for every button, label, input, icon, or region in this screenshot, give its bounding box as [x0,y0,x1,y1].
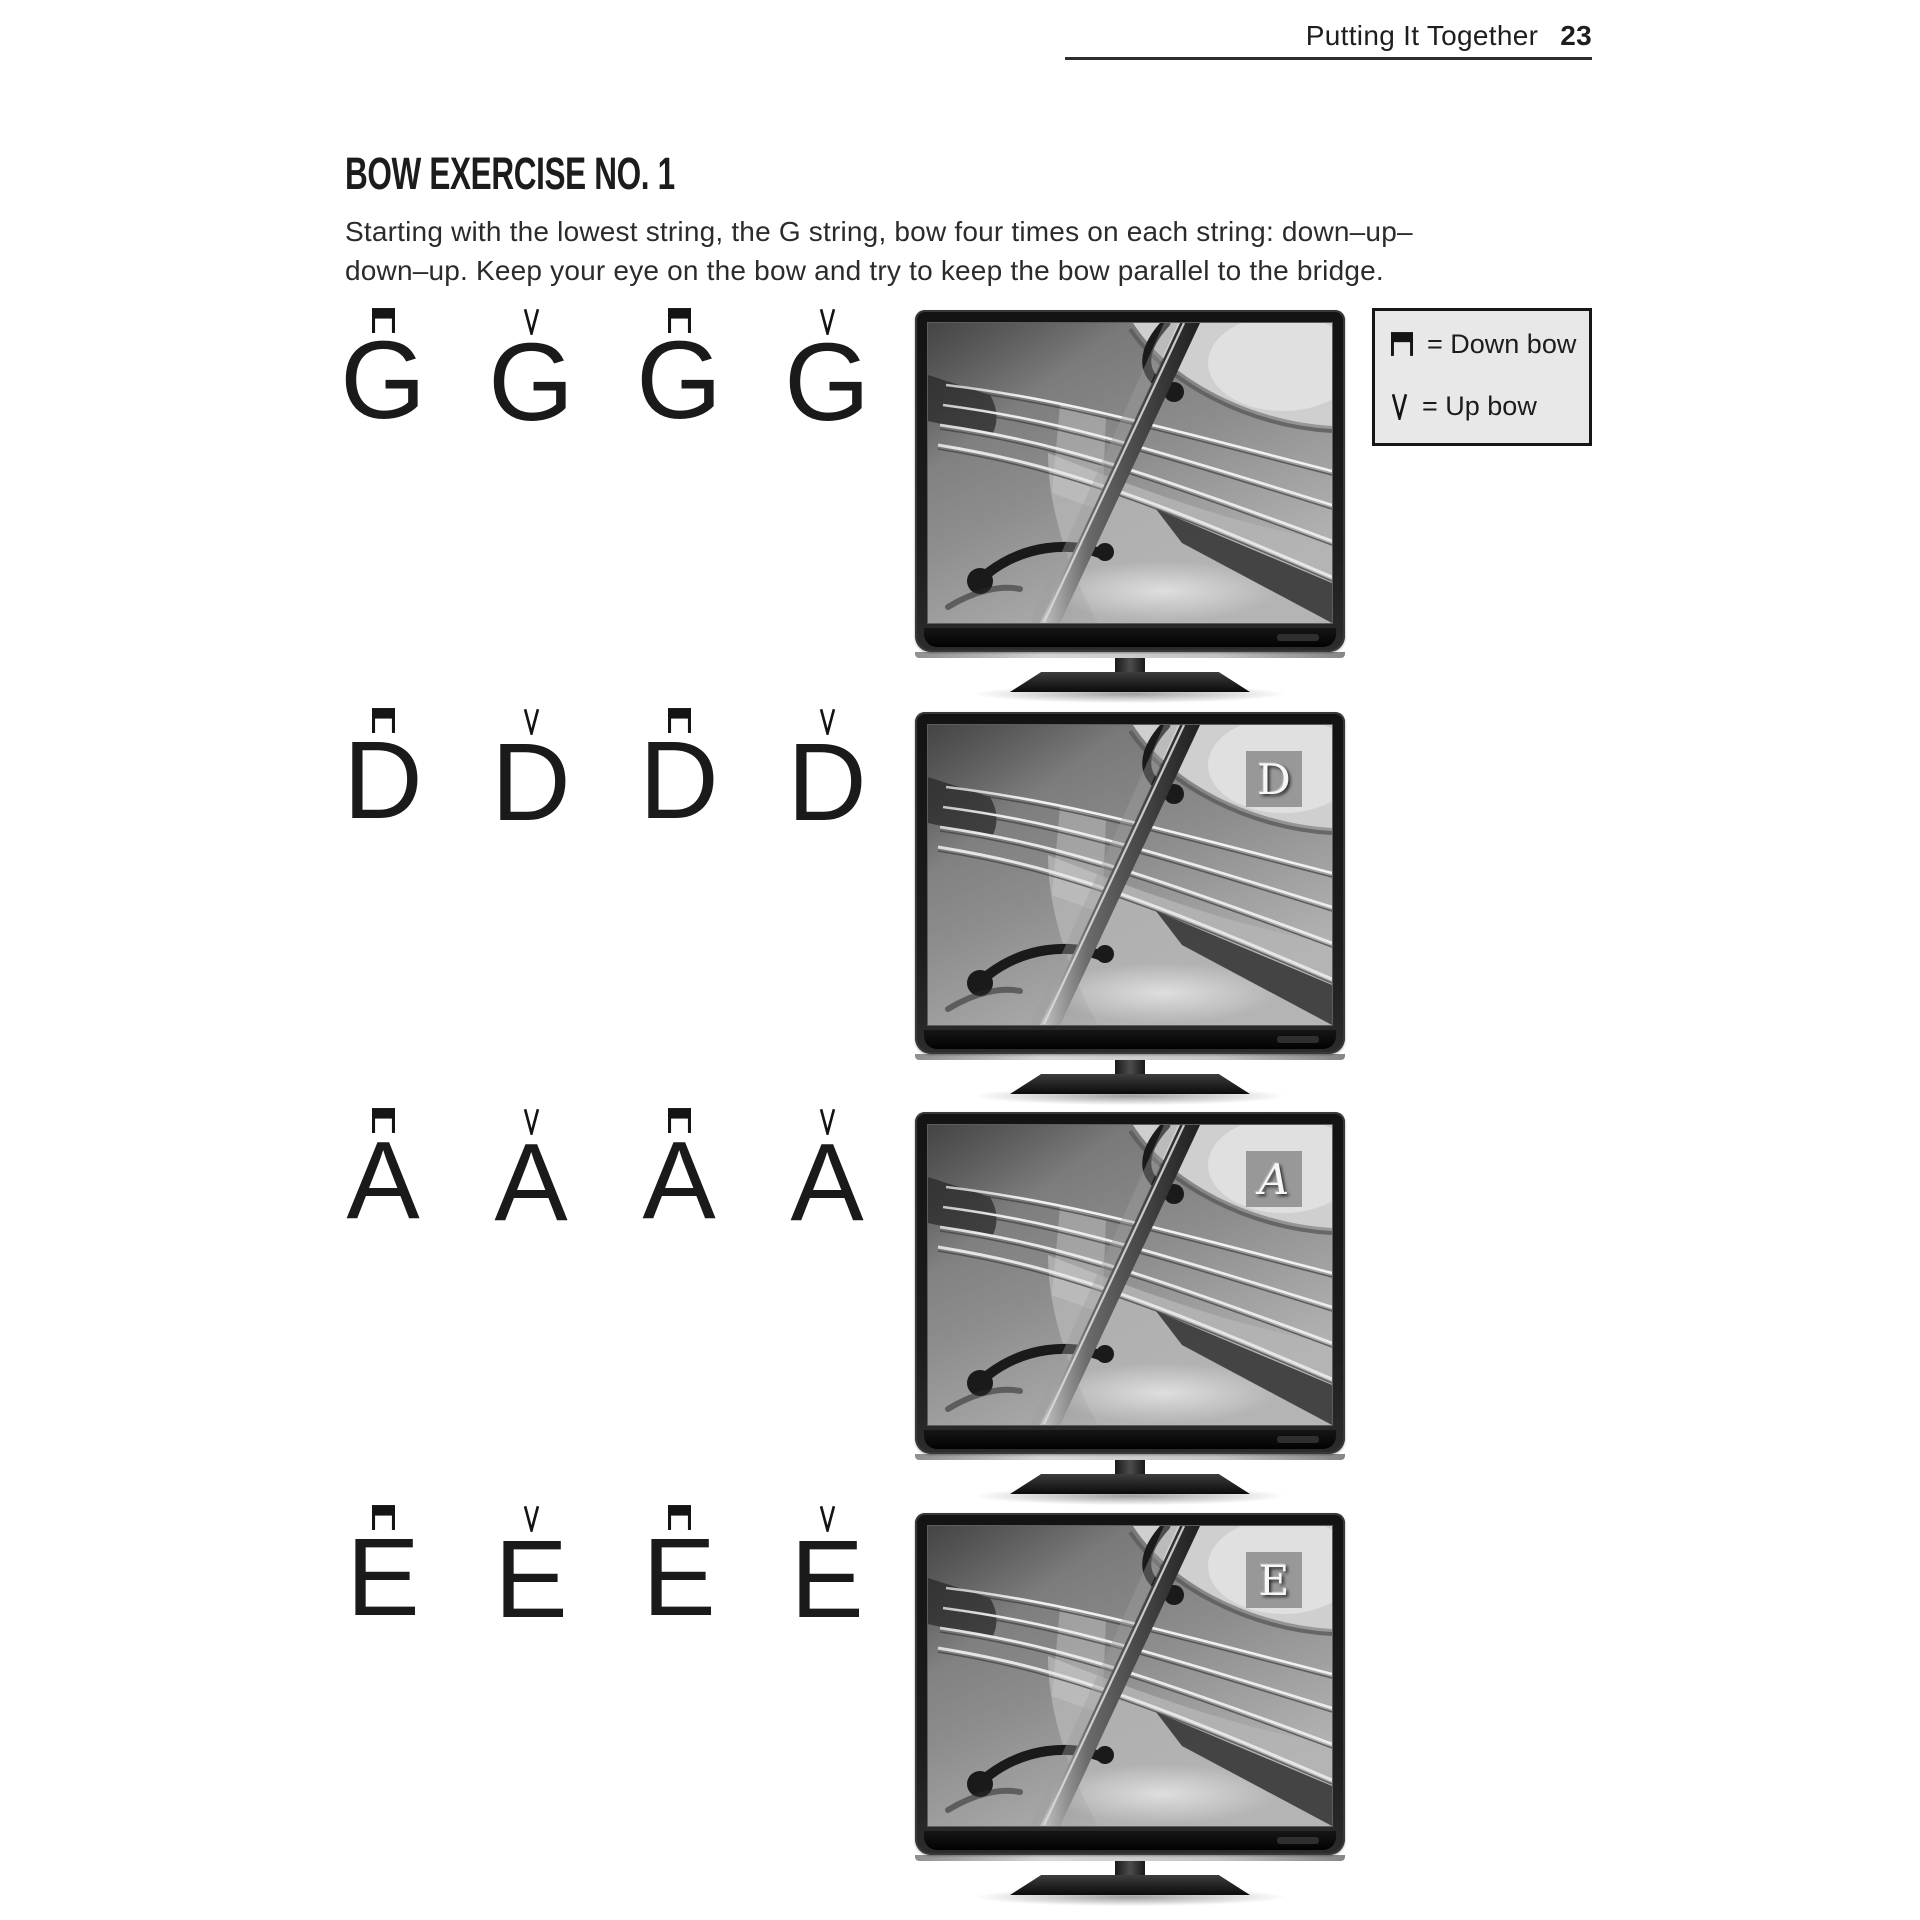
note-letter: A [494,1121,568,1244]
down-bow-icon [1391,332,1413,356]
note-cell [775,1505,879,1641]
running-header [1065,20,1592,52]
tv-stand [915,1861,1345,1907]
note-cell [331,1108,435,1242]
legend-up-label: = Up bow [1422,390,1537,421]
tv-led [1277,1036,1319,1043]
tv-photo-a-string [915,1112,1345,1506]
note-row-e [331,1505,879,1641]
note-letter: D [343,719,423,842]
note-cell [331,308,435,442]
chapter-title: Putting It Together [1305,20,1539,51]
legend-down-row [1391,326,1589,362]
note-letter: A [642,1119,716,1242]
note-cell [479,708,583,844]
note-cell [331,1505,435,1639]
tv-photo-e-string [915,1513,1345,1907]
tv-led [1277,634,1319,641]
tv-frame [915,1513,1345,1855]
note-letter: G [636,319,722,442]
tv-bezel-chin [924,1430,1336,1449]
note-letter: A [346,1119,420,1242]
tv-stand-base [1010,1875,1250,1895]
note-cell [331,708,435,842]
note-letter: G [488,321,574,444]
tv-stand-base [1010,672,1250,692]
note-letter: E [790,1518,864,1641]
note-letter: E [346,1516,420,1639]
tv-bezel-chin [924,1030,1336,1049]
violin-bow-photo [928,323,1332,623]
tv-frame [915,1112,1345,1454]
tv-screen [928,1125,1332,1425]
up-bow-icon [1391,393,1408,420]
tv-stand-neck [1115,658,1145,672]
instructions-line-1: Starting with the lowest string, the G string, bow four times on each string: down–up– [345,216,1413,247]
tv-stand-neck [1115,1460,1145,1474]
note-letter: D [787,721,867,844]
exercise-instructions [345,212,1413,290]
string-label-badge: A [1246,1151,1302,1207]
note-cell [627,1505,731,1639]
note-cell [627,1108,731,1242]
note-cell [627,708,731,842]
bow-legend [1372,308,1592,446]
exercise-heading: BOW EXERCISE NO. 1 [345,148,675,199]
tv-photo-g-string [915,310,1345,704]
note-cell [775,1108,879,1244]
note-cell [479,1108,583,1244]
tv-led [1277,1436,1319,1443]
legend-up-row [1391,388,1589,424]
tv-stand-neck [1115,1861,1145,1875]
instructions-line-2: down–up. Keep your eye on the bow and try to keep the bow parallel to the bridge. [345,255,1384,286]
tv-stand-neck [1115,1060,1145,1074]
string-label-badge: D [1246,751,1302,807]
tv-stand [915,1460,1345,1506]
tv-photo-d-string [915,712,1345,1106]
note-row-g [331,308,879,444]
tv-frame [915,310,1345,652]
tv-screen [928,725,1332,1025]
tv-led [1277,1837,1319,1844]
note-row-d [331,708,879,844]
tv-bezel-chin [924,628,1336,647]
note-letter: D [491,721,571,844]
note-letter: A [790,1121,864,1244]
header-rule [1065,57,1592,60]
tv-stand [915,658,1345,704]
note-row-a [331,1108,879,1244]
note-cell [479,308,583,444]
tv-stand-base [1010,1474,1250,1494]
legend-down-label: = Down bow [1427,328,1577,359]
note-letter: E [642,1516,716,1639]
tv-bezel-chin [924,1831,1336,1850]
page-number: 23 [1560,20,1592,51]
tv-screen [928,1526,1332,1826]
note-letter: D [639,719,719,842]
tv-stand-base [1010,1074,1250,1094]
tv-frame [915,712,1345,1054]
note-cell [479,1505,583,1641]
note-cell [775,708,879,844]
note-cell [775,308,879,444]
note-letter: G [340,319,426,442]
note-letter: E [494,1518,568,1641]
tv-stand [915,1060,1345,1106]
tv-screen [928,323,1332,623]
note-cell [627,308,731,442]
string-label-badge: E [1246,1552,1302,1608]
note-letter: G [784,321,870,444]
